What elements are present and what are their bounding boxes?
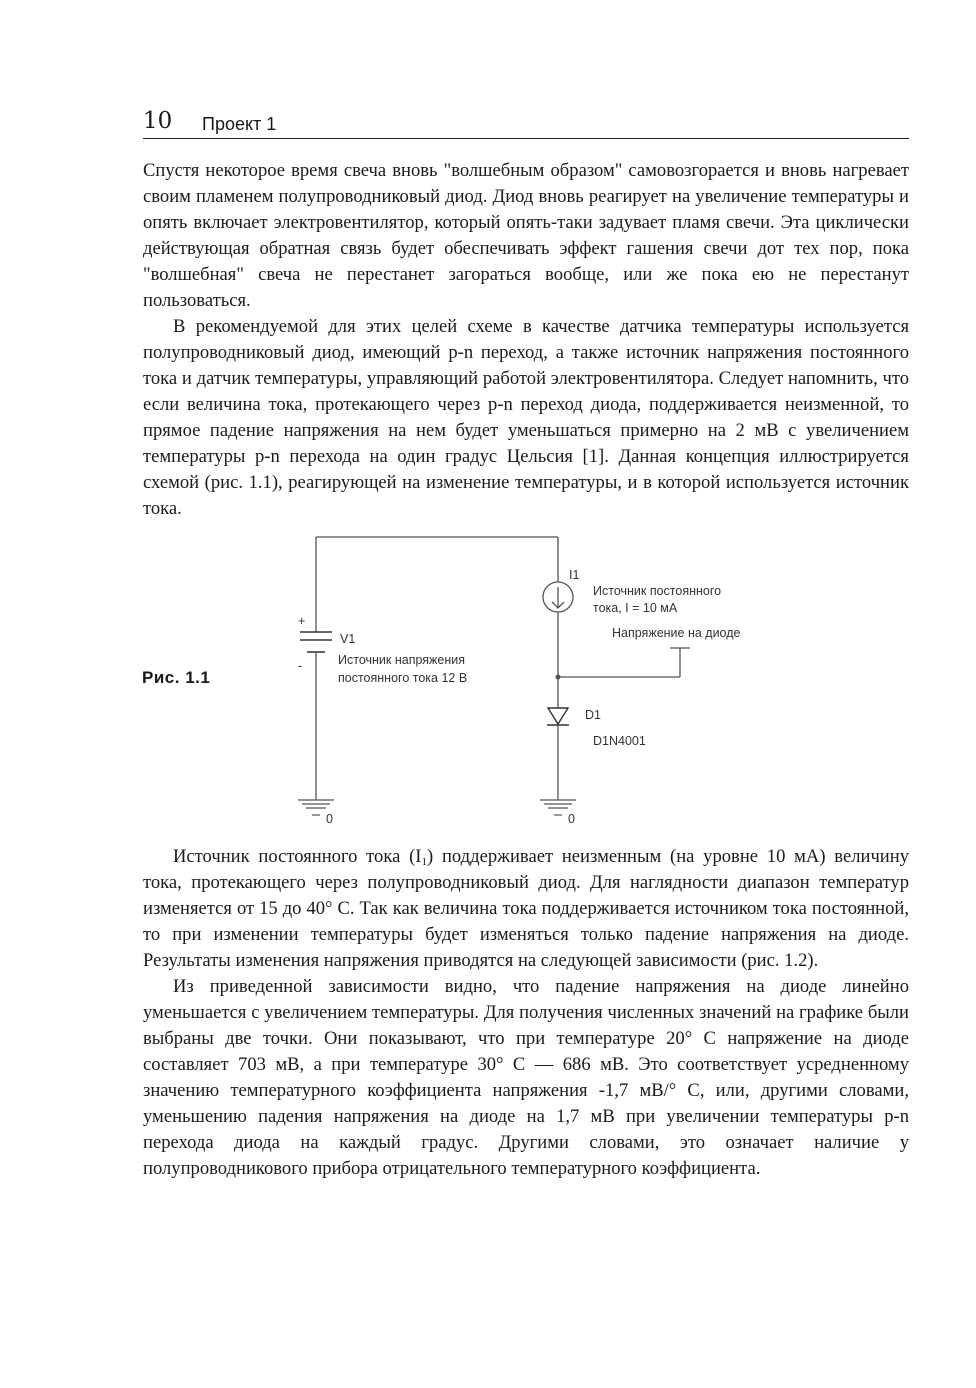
i1-desc-line2: тока, I = 10 мА	[593, 601, 678, 615]
d1-model-label: D1N4001	[593, 734, 646, 748]
paragraph: Спустя некоторое время свеча вновь "волшебным образом" самовозгорается и вновь нагревает своим пламенем полупроводниковый диод. Диод вновь реагирует на увеличение температуры и опять включает электровентилятор, который опять-таки задувает пламя свечи. Эта циклически действующая обратная связь будет обеспечивать эффект гашения свечи дот тех пор, пока "волшебная" свеча не перестанет загораться вообще, или же пока ею не перестанут пользоваться.	[143, 160, 909, 311]
figure-caption: Рис. 1.1	[142, 668, 211, 687]
paragraph: Из приведенной зависимости видно, что падение напряжения на диоде линейно уменьшается с увеличением температуры. Для получения численных значений на графике были выбраны две точки. Они показывают, что при температуре 20° С напряжение на диоде составляет 703 мВ, а при температуре 30° С — 686 мВ. Это соответствует усредненному значению температурного коэффициента напряжения -1,7 мВ/° С, или, другими словами, уменьшению падения напряжения на диоде на 1,7 мВ при увеличении температуры p-n перехода диода на каждый градус. Другими словами, это означает наличие у полупроводникового прибора отрицательного температурного коэффициента.	[143, 976, 909, 1179]
v1-desc-line1: Источник напряжения	[338, 653, 466, 667]
probe-label: Напряжение на диоде	[612, 626, 741, 640]
battery-v1-symbol	[300, 632, 332, 652]
current-source-i1-symbol	[543, 582, 573, 612]
text-block-before-figure	[143, 158, 909, 522]
v1-minus-label: -	[298, 659, 303, 673]
v1-desc-line2: постоянного тока 12 В	[338, 671, 468, 685]
section-title: Проект 1	[202, 114, 277, 134]
running-head	[143, 108, 909, 139]
paragraph-part: Источник постоянного тока (I	[173, 846, 422, 867]
ground-right-label: 0	[568, 812, 575, 826]
subscript: 1	[421, 856, 427, 868]
ground-left-symbol	[298, 800, 334, 815]
paragraph: В рекомендуемой для этих целей схеме в качестве датчика температуры используется полупроводниковый диод, имеющий p-n переход, а также источник напряжения постоянного тока и датчик температуры, управляющий работой электровентилятора. Следует напомнить, что если величина тока, протекающего через p-n переход диода, поддерживается неизменной, то прямое падение напряжения на нем будет уменьшаться примерно на 2 мВ с увеличением температуры p-n перехода на один градус Цельсия [1]. Данная концепция иллюстрируется схемой (рис. 1.1), реагирующей на изменение температуры, и в которой используется источник тока.	[143, 316, 909, 519]
paragraph	[143, 844, 909, 974]
ground-right-symbol	[540, 800, 576, 815]
v1-plus-label: +	[298, 614, 306, 628]
d1-ref-label: D1	[585, 708, 601, 722]
i1-desc-line1: Источник постоянного	[593, 584, 722, 598]
junction-dot	[556, 675, 561, 680]
i1-ref-label: I1	[569, 568, 580, 582]
page-number: 10	[143, 108, 173, 134]
paragraph-part: ) поддерживает неизменным (на уровне 10 мА) величину тока, протекающего через полупроводниковый диод. Для наглядности диапазон температур изменяется от 15 до 40° С. Так как величина тока поддерживается источником тока постоянной, то при изменении температуры будет изменяться только падение напряжения на диоде. Результаты изменения напряжения приводятся на следующей зависимости (рис. 1.2).	[143, 846, 909, 971]
diode-d1-symbol	[547, 708, 569, 725]
v1-ref-label: V1	[340, 632, 356, 646]
text-block-after-figure	[143, 844, 909, 1182]
ground-left-label: 0	[326, 812, 333, 826]
